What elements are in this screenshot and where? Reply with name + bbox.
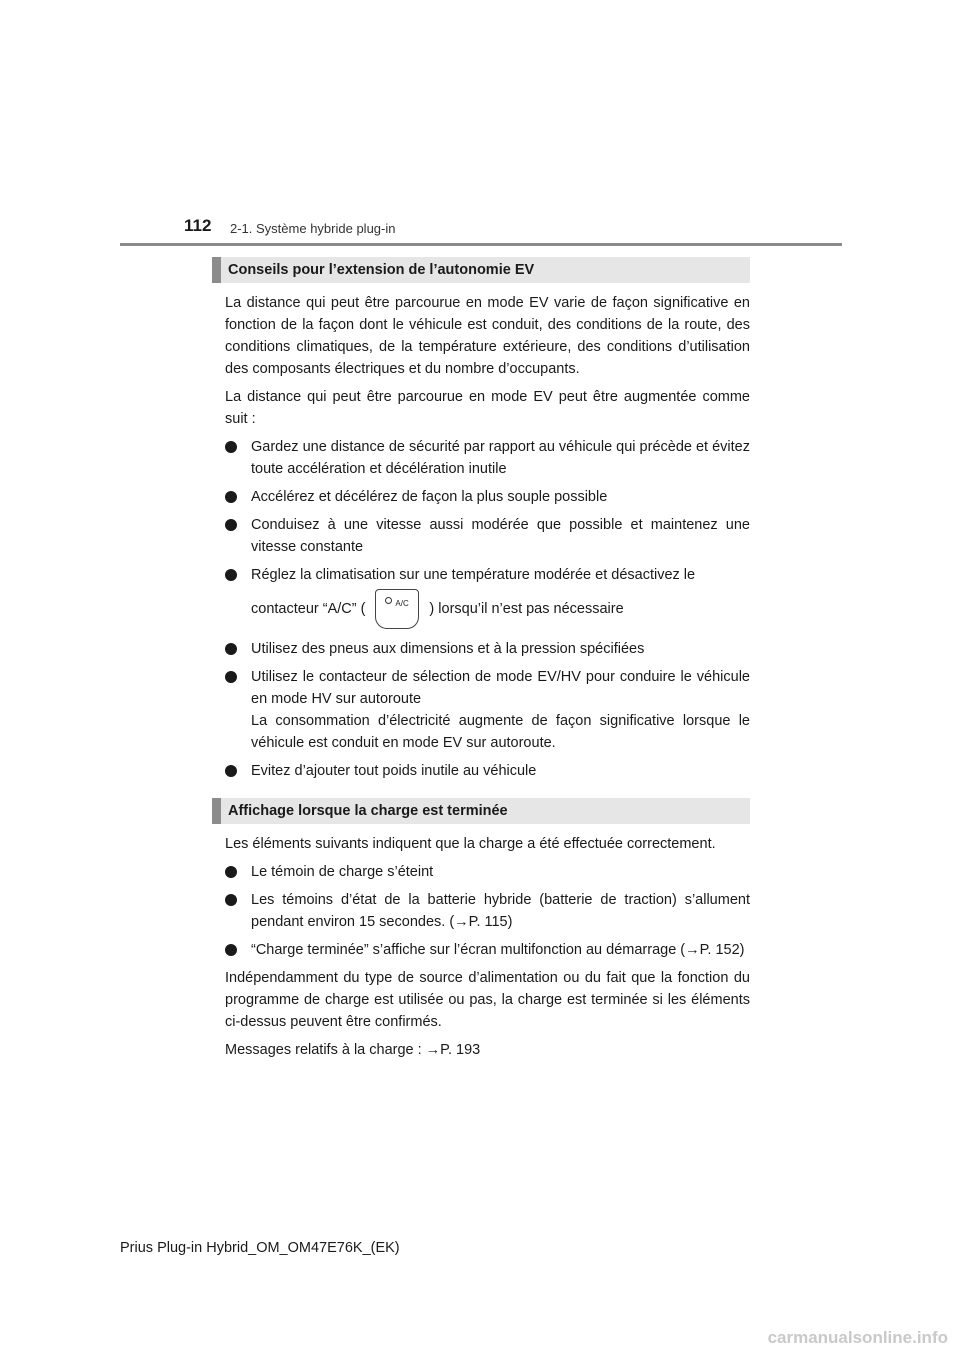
paragraph-ev-lead: La distance qui peut être parcourue en mode EV peut être augmentée comme suit : xyxy=(225,389,750,427)
list-item: Evitez d’ajouter tout poids inutile au véhicule xyxy=(225,760,750,782)
list-item: Le témoin de charge s’éteint xyxy=(225,861,750,883)
paragraph-charge-outro: Indépendamment du type de source d’alimentation ou du fait que la fonction du programme de charge est utilisée ou pas, la charge est terminée si les éléments ci-dessus peuvent être confirmés. xyxy=(225,970,750,1030)
section-heading-charge-complete: Affichage lorsque la charge est terminée xyxy=(212,798,750,824)
bullet-icon xyxy=(225,671,237,683)
bullet-icon xyxy=(225,944,237,956)
section-reference: 2-1. Système hybride plug-in xyxy=(230,221,396,236)
document-id: Prius Plug-in Hybrid_OM_OM47E76K_(EK) xyxy=(120,1240,400,1256)
bullet-icon xyxy=(225,519,237,531)
bullet-icon xyxy=(225,441,237,453)
section-heading-ev-range: Conseils pour l’extension de l’autonomie EV xyxy=(212,257,750,283)
charge-messages-reference: Messages relatifs à la charge : →P. 193 xyxy=(225,1042,481,1058)
header-divider xyxy=(120,243,842,246)
watermark: carmanualsonline.info xyxy=(767,1328,948,1347)
paragraph-ev-distance: La distance qui peut être parcourue en mode EV varie de façon significative en fonction de la façon dont le véhicule est conduit, des conditions de la route, des conditions climatiques, de la température extérieure, des conditions d’utilisation des composants électriques et du nombre d’occupants. xyxy=(225,295,750,377)
bullet-icon xyxy=(225,643,237,655)
list-item: Les témoins d’état de la batterie hybride (batterie de traction) s’allument pendant environ 15 secondes. (→P. 115) xyxy=(225,889,750,933)
page-number: 112 xyxy=(184,216,212,235)
bullet-icon xyxy=(225,491,237,503)
list-item: “Charge terminée” s’affiche sur l’écran multifonction au démarrage (→P. 152) xyxy=(225,939,750,961)
paragraph-charge-intro: Les éléments suivants indiquent que la charge a été effectuée correctement. xyxy=(225,836,716,852)
bullet-icon xyxy=(225,866,237,878)
list-item: Accélérez et décélérez de façon la plus souple possible xyxy=(225,486,750,508)
page-content xyxy=(212,257,750,1061)
ac-button-icon: A/C xyxy=(375,589,419,629)
bullet-icon xyxy=(225,569,237,581)
list-item: Conduisez à une vitesse aussi modérée que possible et maintenez une vitesse constante xyxy=(225,514,750,558)
bullet-icon xyxy=(225,894,237,906)
list-item: Utilisez le contacteur de sélection de mode EV/HV pour conduire le véhicule en mode HV sur autoroute La consommation d’électricité augmente de façon significative lorsque le véhicule est conduit en mode EV sur autoroute. xyxy=(225,666,750,754)
list-item: Gardez une distance de sécurité par rapport au véhicule qui précède et évitez toute accélération et décélération inutile xyxy=(225,436,750,480)
bullet-icon xyxy=(225,765,237,777)
ac-line: contacteur “A/C” ( A/C ) lorsqu’il n’est pas nécessaire xyxy=(251,586,750,632)
list-item: Utilisez des pneus aux dimensions et à la pression spécifiées xyxy=(225,638,750,660)
list-item: Réglez la climatisation sur une température modérée et désactivez le contacteur “A/C” ( A/C ) lorsqu’il n’est pas nécessaire xyxy=(225,564,750,632)
bullet-note: La consommation d’électricité augmente de façon significative lorsque le véhicule est conduit en mode EV sur autoroute. xyxy=(251,713,750,751)
